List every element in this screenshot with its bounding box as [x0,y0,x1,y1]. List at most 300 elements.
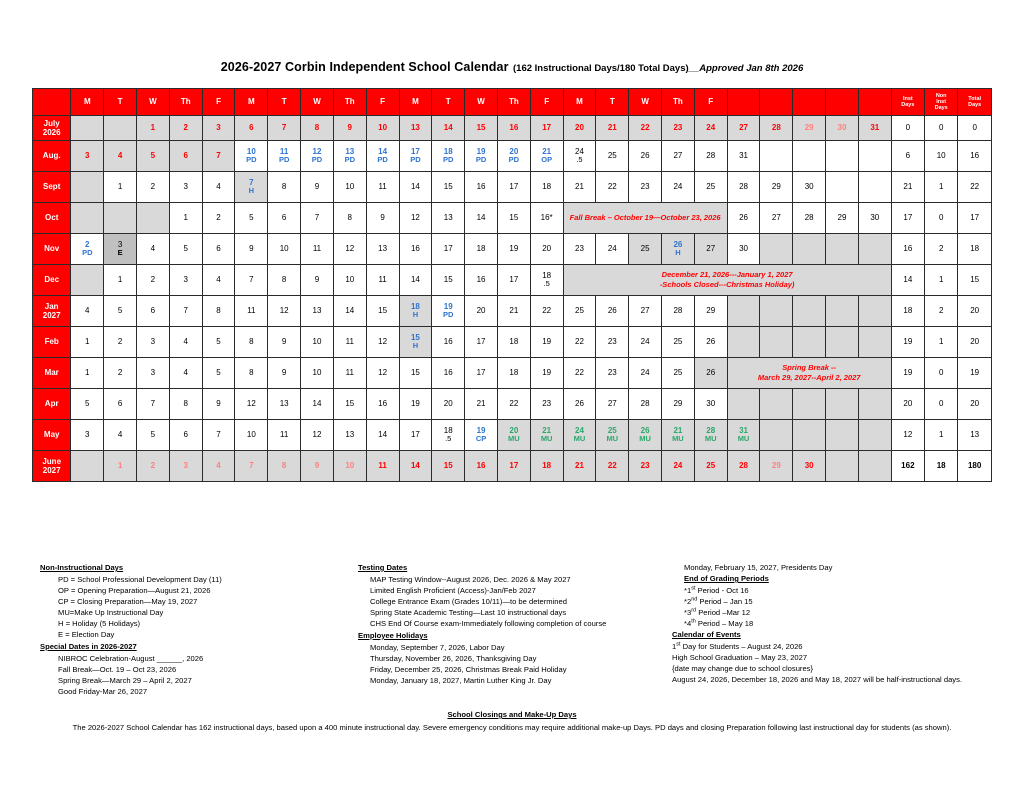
day-cell[interactable] [760,141,793,172]
instructional-days-total: 0 [891,116,924,141]
day-cell[interactable]: 23 [596,327,629,358]
day-cell[interactable] [727,296,760,327]
day-cell[interactable]: 29 [662,389,695,420]
day-cell[interactable]: 25 [662,327,695,358]
day-cell[interactable]: 16 [366,389,399,420]
day-cell[interactable]: 8 [235,327,268,358]
day-cell[interactable]: 28 [629,389,662,420]
day-cell[interactable]: 3 [71,420,104,451]
day-cell[interactable]: 11 [333,358,366,389]
day-cell[interactable]: 15 [432,451,465,482]
day-cell[interactable]: 30 [793,172,826,203]
day-cell[interactable]: 11 [366,172,399,203]
day-cell[interactable]: 14 [399,451,432,482]
day-cell[interactable]: 12 [268,296,301,327]
day-cell[interactable]: 12 PD [301,141,334,172]
day-cell[interactable] [793,296,826,327]
weekday-header-7: W [301,89,334,116]
grading-period-item: *2nd Period – Jan 15 [684,596,753,606]
day-cell[interactable]: 8 [202,296,235,327]
day-cell[interactable] [826,327,859,358]
day-cell[interactable]: 4 [169,358,202,389]
day-cell[interactable] [760,296,793,327]
day-cell[interactable]: 25 [694,172,727,203]
day-cell[interactable]: 27 [727,116,760,141]
day-cell[interactable]: 28 [793,203,826,234]
day-cell[interactable]: 4 [71,296,104,327]
day-cell[interactable] [858,234,891,265]
day-cell[interactable]: 2 [137,265,170,296]
day-cell[interactable]: 14 [301,389,334,420]
day-cell[interactable]: 22 [563,358,596,389]
day-cell[interactable]: 30 [727,234,760,265]
day-cell[interactable]: 5 [104,296,137,327]
day-cell[interactable]: 6 [268,203,301,234]
day-cell[interactable]: 30 [826,116,859,141]
day-cell[interactable]: 26 [563,389,596,420]
day-cell[interactable]: 10 [301,358,334,389]
day-cell[interactable]: 14 [465,203,498,234]
day-cell[interactable] [793,234,826,265]
day-cell[interactable]: 25 [629,234,662,265]
day-cell[interactable]: 17 [497,172,530,203]
day-cell[interactable]: 28 [662,296,695,327]
day-cell[interactable] [826,451,859,482]
day-cell[interactable]: 24 [596,234,629,265]
day-cell[interactable] [727,389,760,420]
day-cell[interactable]: 10 [333,172,366,203]
day-cell[interactable]: 10 PD [235,141,268,172]
day-cell[interactable]: 17 PD [399,141,432,172]
day-cell[interactable]: 7 [202,420,235,451]
day-cell[interactable] [727,327,760,358]
day-cell[interactable]: 20 PD [497,141,530,172]
day-cell[interactable]: 4 [137,234,170,265]
day-cell[interactable]: 15 [465,116,498,141]
day-cell[interactable]: 26 MU [629,420,662,451]
weekday-header-8: Th [333,89,366,116]
day-cell[interactable]: 6 [104,389,137,420]
day-cell[interactable]: 5 [169,234,202,265]
day-cell[interactable]: 26 [694,358,727,389]
day-cell[interactable] [858,451,891,482]
day-cell[interactable]: 4 [169,327,202,358]
day-cell[interactable]: 25 [694,451,727,482]
day-cell[interactable]: 2 [104,358,137,389]
day-cell[interactable]: 5 [202,358,235,389]
day-cell[interactable]: 21 [465,389,498,420]
day-cell[interactable]: 14 PD [366,141,399,172]
day-cell[interactable]: 20 [465,296,498,327]
day-cell[interactable] [826,141,859,172]
day-cell[interactable]: 27 [629,296,662,327]
day-cell[interactable]: 11 [366,265,399,296]
day-cell[interactable] [858,327,891,358]
day-cell[interactable]: 13 [268,389,301,420]
day-cell[interactable]: 19 [497,234,530,265]
day-cell[interactable]: 16 [465,451,498,482]
day-cell[interactable]: 22 [530,296,563,327]
calendar-row [33,203,992,234]
non-instructional-days-total: 0 [925,116,958,141]
day-cell[interactable]: 25 [596,141,629,172]
day-cell[interactable]: 18 PD [432,141,465,172]
day-cell[interactable]: 16 [465,265,498,296]
day-cell[interactable]: 13 [432,203,465,234]
day-cell[interactable] [760,389,793,420]
day-cell[interactable]: 27 [662,141,695,172]
special-date-item: Spring Break—March 29 – April 2, 2027 [58,676,192,685]
day-cell[interactable] [71,203,104,234]
weekday-header-6: T [268,89,301,116]
day-cell[interactable]: 7 [235,451,268,482]
day-cell[interactable]: 18 H [399,296,432,327]
day-cell[interactable]: 15 [366,296,399,327]
day-cell[interactable]: 17 [465,327,498,358]
day-cell[interactable]: 9 [333,116,366,141]
day-cell[interactable]: 9 [235,234,268,265]
weekday-header-4: F [202,89,235,116]
day-cell[interactable]: 31 [858,116,891,141]
day-cell[interactable]: 15 [333,389,366,420]
day-cell[interactable]: 10 [268,234,301,265]
day-cell[interactable]: 23 [596,358,629,389]
day-cell[interactable]: 10 [333,451,366,482]
day-cell[interactable]: 26 H [662,234,695,265]
day-cell[interactable] [71,265,104,296]
day-cell[interactable]: 3 [202,116,235,141]
day-cell[interactable]: 10 [333,265,366,296]
day-cell[interactable]: 7 [235,265,268,296]
day-cell[interactable]: 8 [268,265,301,296]
day-cell[interactable]: 9 [268,358,301,389]
calendar-row [33,420,992,451]
day-cell[interactable]: 27 [694,234,727,265]
break-note: Fall Break – October 19—October 23, 2026 [563,203,727,234]
day-cell[interactable]: 5 [235,203,268,234]
day-cell[interactable]: 20 [432,389,465,420]
day-cell[interactable]: 3 [137,358,170,389]
day-cell[interactable]: 4 [104,141,137,172]
day-cell[interactable] [793,389,826,420]
non-instructional-item: E = Election Day [58,630,115,639]
weekday-header-extra-4 [858,89,891,116]
day-cell[interactable]: 14 [432,116,465,141]
day-cell[interactable]: 4 [104,420,137,451]
special-dates-heading: Special Dates in 2026-2027 [40,642,137,651]
day-cell[interactable]: 12 [301,420,334,451]
day-cell[interactable]: 17 [465,358,498,389]
day-cell[interactable]: 12 [366,358,399,389]
day-cell[interactable]: 22 [596,451,629,482]
day-cell[interactable]: 18 [497,358,530,389]
day-cell[interactable]: 26 [694,327,727,358]
day-cell[interactable]: 19 CP [465,420,498,451]
day-cell[interactable]: 16 [399,234,432,265]
day-cell[interactable]: 8 [333,203,366,234]
day-cell[interactable]: 14 [399,172,432,203]
day-cell[interactable]: 9 [202,389,235,420]
day-cell[interactable]: 11 [235,296,268,327]
day-cell[interactable]: 4 [202,265,235,296]
day-cell[interactable]: 12 [333,234,366,265]
day-cell[interactable]: 29 [694,296,727,327]
day-cell[interactable]: 10 [301,327,334,358]
day-cell[interactable]: 17 [530,116,563,141]
day-cell[interactable]: 17 [497,451,530,482]
day-cell[interactable]: 8 [169,389,202,420]
day-cell[interactable]: 24 [629,358,662,389]
day-cell[interactable]: 17 [432,234,465,265]
day-cell[interactable]: 7 [137,389,170,420]
day-cell[interactable]: 13 [399,116,432,141]
day-cell[interactable]: 16 [465,172,498,203]
day-cell[interactable]: 23 [563,234,596,265]
day-cell[interactable]: 8 [268,172,301,203]
day-cell[interactable]: 28 MU [694,420,727,451]
day-cell[interactable] [858,172,891,203]
day-cell[interactable] [104,203,137,234]
day-cell[interactable]: 17 [399,420,432,451]
day-cell[interactable]: 6 [235,116,268,141]
day-cell[interactable]: 11 PD [268,141,301,172]
day-cell[interactable]: 25 MU [596,420,629,451]
day-cell[interactable]: 13 [366,234,399,265]
day-cell[interactable]: 1 [104,265,137,296]
day-cell[interactable] [760,420,793,451]
day-cell[interactable] [104,116,137,141]
day-cell[interactable]: 26 [727,203,760,234]
day-cell[interactable]: 7 [169,296,202,327]
day-cell[interactable]: 1 [104,451,137,482]
day-cell[interactable]: 2 [202,203,235,234]
day-cell[interactable]: 23 [530,389,563,420]
day-cell[interactable]: 21 [497,296,530,327]
day-cell[interactable]: 7 [202,141,235,172]
day-cell[interactable]: 13 [301,296,334,327]
day-cell[interactable]: 2 [104,327,137,358]
day-cell[interactable]: 22 [563,327,596,358]
day-cell[interactable]: 24 [629,327,662,358]
day-cell[interactable]: 23 [629,451,662,482]
day-cell[interactable]: 29 [826,203,859,234]
day-cell[interactable]: 27 [596,389,629,420]
day-cell[interactable]: 6 [137,296,170,327]
day-cell[interactable]: 21 [596,116,629,141]
day-cell[interactable]: 9 [301,451,334,482]
day-cell[interactable]: 22 [497,389,530,420]
day-cell[interactable]: 5 [202,327,235,358]
day-cell[interactable]: 27 [760,203,793,234]
day-cell[interactable]: 2 PD [71,234,104,265]
day-cell[interactable]: 5 [137,420,170,451]
day-cell[interactable] [793,141,826,172]
day-cell[interactable]: 22 [596,172,629,203]
day-cell[interactable]: 10 [235,420,268,451]
day-cell[interactable]: 15 [399,358,432,389]
total-days-total: 0 [958,116,992,141]
day-cell[interactable]: 13 [333,420,366,451]
day-cell[interactable]: 20 MU [497,420,530,451]
day-cell[interactable]: 15 H [399,327,432,358]
day-cell[interactable]: 11 [366,451,399,482]
day-cell[interactable]: 24 [694,116,727,141]
day-cell[interactable] [858,141,891,172]
day-cell[interactable]: 1 [137,116,170,141]
day-cell[interactable]: 14 [399,265,432,296]
day-cell[interactable] [760,234,793,265]
day-cell[interactable] [793,420,826,451]
day-cell[interactable]: 29 [793,116,826,141]
day-cell[interactable]: 25 [563,296,596,327]
day-cell[interactable]: 23 [629,172,662,203]
day-cell[interactable]: 31 [727,141,760,172]
day-cell[interactable] [137,203,170,234]
day-cell[interactable]: 3 E [104,234,137,265]
day-cell[interactable] [826,389,859,420]
day-cell[interactable]: 18 .5 [432,420,465,451]
day-cell[interactable]: 31 MU [727,420,760,451]
day-cell[interactable]: 8 [235,358,268,389]
day-cell[interactable]: 8 [301,116,334,141]
non-instructional-item: CP = Closing Preparation—May 19, 2027 [58,597,198,606]
day-cell[interactable]: 11 [333,327,366,358]
day-cell[interactable]: 18 [497,327,530,358]
day-cell[interactable]: 1 [71,327,104,358]
day-cell[interactable] [826,172,859,203]
day-cell[interactable]: 14 [333,296,366,327]
day-cell[interactable] [858,296,891,327]
day-cell[interactable]: 6 [169,141,202,172]
day-cell[interactable]: 29 [760,451,793,482]
day-cell[interactable]: 3 [71,141,104,172]
day-cell[interactable]: 24 MU [563,420,596,451]
day-cell[interactable]: 16* [530,203,563,234]
day-cell[interactable]: 16 [432,327,465,358]
day-cell[interactable]: 3 [169,172,202,203]
day-cell[interactable]: 28 [694,141,727,172]
day-cell[interactable]: 16 [497,116,530,141]
day-cell[interactable]: 9 [268,327,301,358]
day-cell[interactable]: 30 [858,203,891,234]
day-cell[interactable]: 28 [760,116,793,141]
day-cell[interactable]: 12 [366,327,399,358]
day-cell[interactable]: 19 [530,327,563,358]
day-cell[interactable]: 30 [793,451,826,482]
day-cell[interactable]: 3 [169,265,202,296]
day-cell[interactable]: 26 [629,141,662,172]
day-cell[interactable]: 1 [104,172,137,203]
day-cell[interactable]: 4 [202,172,235,203]
day-cell[interactable]: 5 [71,389,104,420]
day-cell[interactable]: 15 [432,265,465,296]
non-instructional-days-total: 1 [925,265,958,296]
day-cell[interactable]: 21 OP [530,141,563,172]
day-cell[interactable]: 28 [727,172,760,203]
day-cell[interactable]: 18 .5 [530,265,563,296]
day-cell[interactable] [71,451,104,482]
day-cell[interactable]: 24 .5 [563,141,596,172]
day-cell[interactable]: 8 [268,451,301,482]
day-cell[interactable]: 3 [137,327,170,358]
day-cell[interactable] [858,420,891,451]
day-cell[interactable]: 6 [202,234,235,265]
day-cell[interactable]: 20 [563,116,596,141]
day-cell[interactable]: 7 [268,116,301,141]
day-cell[interactable]: 12 [399,203,432,234]
day-cell[interactable] [858,389,891,420]
day-cell[interactable] [826,296,859,327]
day-cell[interactable]: 12 [235,389,268,420]
day-cell[interactable]: 10 [366,116,399,141]
day-cell[interactable]: 7 [301,203,334,234]
day-cell[interactable] [71,172,104,203]
non-instructional-list [40,574,350,640]
day-cell[interactable]: 19 PD [432,296,465,327]
day-cell[interactable]: 29 [760,172,793,203]
day-cell[interactable]: 11 [301,234,334,265]
day-cell[interactable]: 2 [137,451,170,482]
day-cell[interactable]: 18 [530,172,563,203]
day-cell[interactable]: 2 [137,172,170,203]
title-subtitle: (162 Instructional Days/180 Total Days) [513,63,689,74]
day-cell[interactable]: 28 [727,451,760,482]
day-cell[interactable]: 26 [596,296,629,327]
day-cell[interactable]: 5 [137,141,170,172]
day-cell[interactable]: 11 [268,420,301,451]
day-cell[interactable] [826,420,859,451]
day-cell[interactable]: 9 [301,172,334,203]
day-cell[interactable]: 20 [530,234,563,265]
day-cell[interactable]: 19 [399,389,432,420]
day-cell[interactable]: 16 [432,358,465,389]
day-cell[interactable]: 21 [563,172,596,203]
day-cell[interactable]: 18 [530,451,563,482]
day-cell[interactable]: 23 [662,116,695,141]
day-cell[interactable]: 6 [169,420,202,451]
day-cell[interactable]: 15 [497,203,530,234]
day-cell[interactable] [71,116,104,141]
day-cell[interactable] [760,327,793,358]
day-cell[interactable]: 22 [629,116,662,141]
day-cell[interactable]: 30 [694,389,727,420]
day-cell[interactable]: 24 [662,451,695,482]
day-cell[interactable]: 21 MU [662,420,695,451]
day-cell[interactable]: 2 [169,116,202,141]
day-cell[interactable] [793,327,826,358]
day-cell[interactable]: 19 [530,358,563,389]
day-cell[interactable]: 1 [169,203,202,234]
day-cell[interactable]: 14 [366,420,399,451]
day-cell[interactable]: 1 [71,358,104,389]
day-cell[interactable]: 21 [563,451,596,482]
day-cell[interactable]: 24 [662,172,695,203]
day-cell[interactable]: 17 [497,265,530,296]
day-cell[interactable]: 19 PD [465,141,498,172]
non-instructional-item: PD = School Professional Development Day (11) [58,575,222,584]
day-cell[interactable] [826,234,859,265]
day-cell[interactable]: 13 PD [333,141,366,172]
day-cell[interactable]: 3 [169,451,202,482]
day-cell[interactable]: 21 MU [530,420,563,451]
day-cell[interactable]: 9 [301,265,334,296]
day-cell[interactable]: 9 [366,203,399,234]
day-cell[interactable]: 15 [432,172,465,203]
day-cell[interactable]: 18 [465,234,498,265]
day-cell[interactable]: 25 [662,358,695,389]
day-cell[interactable]: 4 [202,451,235,482]
day-cell[interactable]: 7 H [235,172,268,203]
